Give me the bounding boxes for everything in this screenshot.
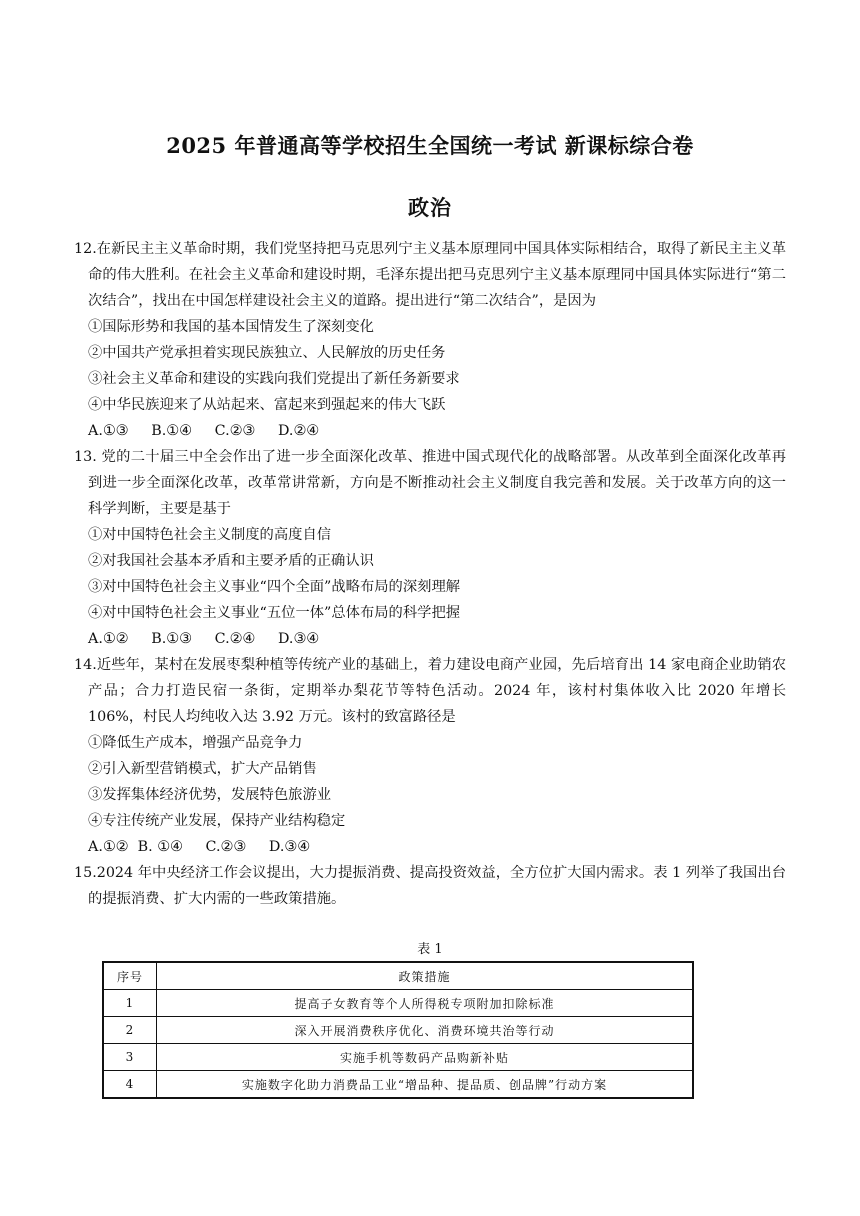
option-statement: ③对中国特色社会主义事业“四个全面”战略布局的深刻理解 [88,579,461,595]
question-stem: 12.在新民主主义革命时期，我们党坚持把马克思列宁主义基本原理同中国具体实际相结合，取得了新民主主义革命的伟大胜利。在社会主义革命和建设时期，毛泽东提出把马克思列宁主义基本原理同中国具体实际进行“第二次结合”，找出在中国怎样建设社会主义的道路。提出进行“第二次结合”，是因为 [74,241,786,309]
question-15 [74,860,786,912]
question-list [74,236,786,912]
answer-choices: A.①② B.①③ C.②④ D.③④ [88,631,320,647]
table-row [103,1071,693,1099]
row-number: 1 [103,990,157,1017]
table-row [103,1017,693,1044]
question-14 [74,652,786,860]
column-header-measure: 政策措施 [157,962,694,990]
option-statement: ①国际形势和我国的基本国情发生了深刻变化 [88,319,374,335]
policy-measure: 深入开展消费秩序优化、消费环境共治等行动 [157,1017,694,1044]
row-number: 2 [103,1017,157,1044]
answer-choices: A.①② B. ①④ C.②③ D.③④ [88,839,311,855]
policy-measure: 实施手机等数码产品购新补贴 [157,1044,694,1071]
row-number: 3 [103,1044,157,1071]
table-caption: 表 1 [417,942,443,957]
option-statement: ④对中国特色社会主义事业“五位一体”总体布局的科学把握 [88,605,461,621]
subject-heading: 政治 [408,195,452,220]
option-statement: ③社会主义革命和建设的实践向我们党提出了新任务新要求 [88,371,460,387]
column-header-number: 序号 [103,962,157,990]
answer-choices: A.①③ B.①④ C.②③ D.②④ [88,423,320,439]
policy-measure: 实施数字化助力消费品工业“增品种、提品质、创品牌”行动方案 [157,1071,694,1099]
option-statement: ②引入新型营销模式，扩大产品销售 [88,761,317,777]
option-statement: ②对我国社会基本矛盾和主要矛盾的正确认识 [88,553,374,569]
policy-table [102,961,694,1099]
option-statement: ④中华民族迎来了从站起来、富起来到强起来的伟大飞跃 [88,397,446,413]
table-row [103,1044,693,1071]
table-row [103,990,693,1017]
question-13 [74,444,786,652]
question-stem: 15.2024 年中央经济工作会议提出，大力提振消费、提高投资效益，全方位扩大国内需求。表 1 列举了我国出台的提振消费、扩大内需的一些政策措施。 [74,865,786,907]
exam-title: 2025 年普通高等学校招生全国统一考试 新课标综合卷 [166,133,694,158]
option-statement: ④专注传统产业发展，保持产业结构稳定 [88,813,346,829]
question-stem: 13. 党的二十届三中全会作出了进一步全面深化改革、推进中国式现代化的战略部署。从改革到全面深化改革再到进一步全面深化改革，改革常讲常新，方向是不断推动社会主义制度自我完善和发展。关于改革方向的这一科学判断，主要是基于 [74,449,786,517]
policy-measure: 提高子女教育等个人所得税专项附加扣除标准 [157,990,694,1017]
row-number: 4 [103,1071,157,1099]
option-statement: ①对中国特色社会主义制度的高度自信 [88,527,332,543]
option-statement: ①降低生产成本，增强产品竞争力 [88,735,303,751]
table-header-row [103,962,693,990]
option-statement: ③发挥集体经济优势，发展特色旅游业 [88,787,332,803]
question-12 [74,236,786,444]
question-stem: 14.近些年，某村在发展枣梨种植等传统产业的基础上，着力建设电商产业园，先后培育出 14 家电商企业助销农产品；合力打造民宿一条街，定期举办梨花节等特色活动。2024 年，该村村集体收入比 2020 年增长 106%，村民人均纯收入达 3.92 万元。该村的致富路径是 [74,657,786,725]
option-statement: ②中国共产党承担着实现民族独立、人民解放的历史任务 [88,345,446,361]
